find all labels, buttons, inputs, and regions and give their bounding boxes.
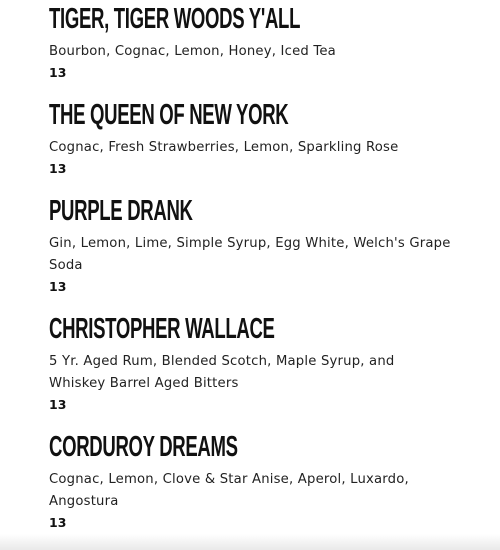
menu-item-description: Cognac, Fresh Strawberries, Lemon, Sparkling Rose [49, 140, 399, 155]
menu-item-price: 13 [49, 161, 67, 176]
menu-item-price: 13 [49, 397, 67, 412]
menu-item-price: 13 [49, 279, 67, 294]
menu-item-corduroy-dreams [49, 432, 469, 531]
menu-item-christopher-wallace [49, 314, 469, 413]
menu-item-price: 13 [49, 65, 67, 80]
menu-item-description-line: Angostura [49, 494, 119, 509]
menu-item-name: CORDUROY DREAMS [49, 431, 238, 463]
menu-item-description: Bourbon, Cognac, Lemon, Honey, Iced Tea [49, 44, 336, 59]
menu-item-description-line: Gin, Lemon, Lime, Simple Syrup, Egg White, Welch's Grape [49, 236, 451, 251]
menu-item-price: 13 [49, 515, 67, 530]
menu-item-name: PURPLE DRANK [49, 195, 193, 227]
menu-item-name: THE QUEEN OF NEW YORK [49, 99, 289, 131]
menu-item-queen-of-new-york [49, 100, 469, 177]
menu-item-tiger-tiger-woods [49, 4, 469, 81]
menu-item-name: TIGER, TIGER WOODS Y'ALL [49, 3, 301, 35]
menu-item-purple-drank [49, 196, 469, 295]
menu-item-description-line: 5 Yr. Aged Rum, Blended Scotch, Maple Syrup, and [49, 354, 395, 369]
menu-item-description-line: Cognac, Lemon, Clove & Star Anise, Aperol, Luxardo, [49, 472, 409, 487]
bottom-shadow [0, 534, 500, 550]
menu-item-name: CHRISTOPHER WALLACE [49, 313, 275, 345]
menu-item-description-line: Soda [49, 258, 83, 273]
menu-item-description-line: Whiskey Barrel Aged Bitters [49, 376, 239, 391]
